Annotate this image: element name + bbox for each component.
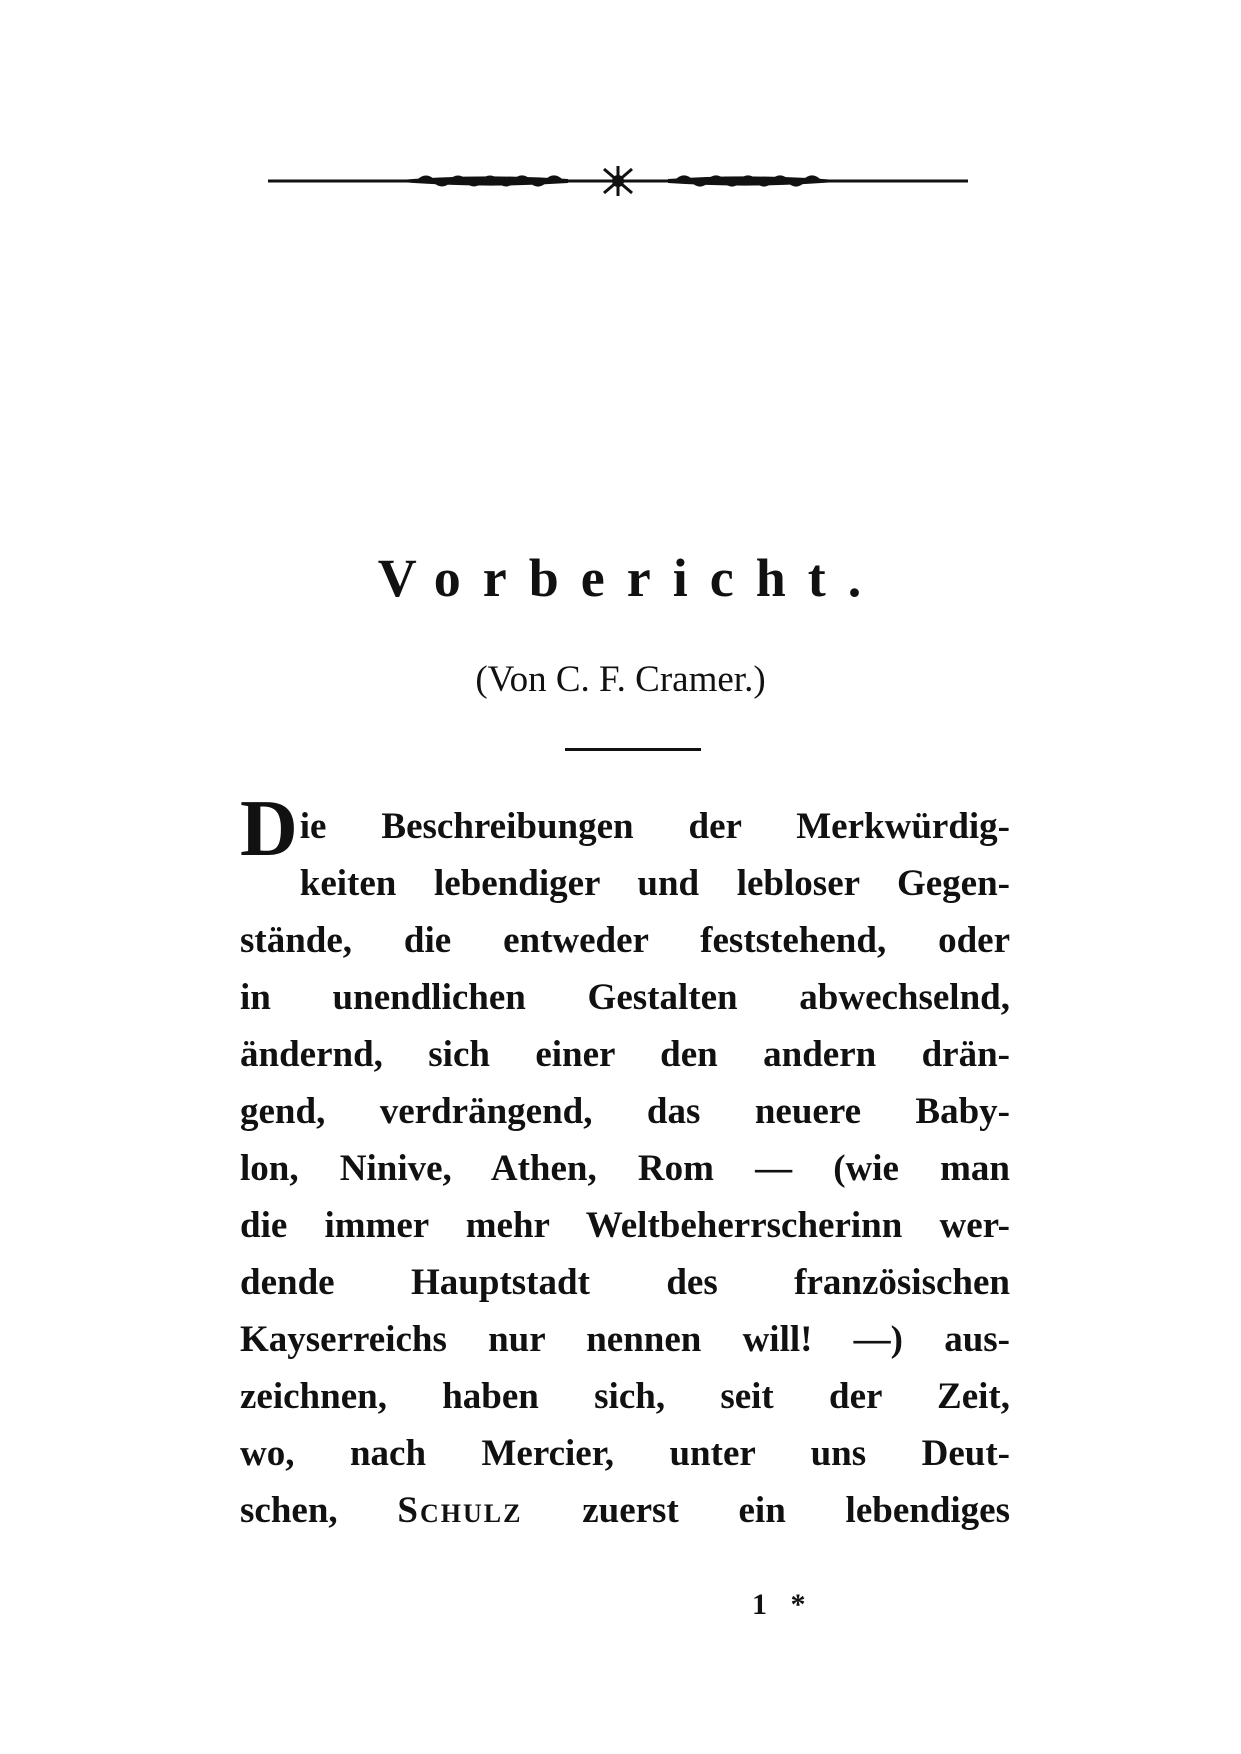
- title-divider: [565, 748, 701, 751]
- author-byline: (Von C. F. Cramer.): [475, 659, 766, 700]
- text-line: keiten lebendiger und lebloser Gegen-: [299, 863, 1010, 904]
- text-line: dende Hauptstadt des französischen: [240, 1262, 1010, 1303]
- text-line: Kayserreichs nur nennen will! —) aus-: [240, 1319, 1010, 1360]
- text-line: die immer mehr Weltbeherrscherinn wer-: [240, 1205, 1010, 1246]
- text-line: ändernd, sich einer den andern drän-: [240, 1034, 1010, 1075]
- drop-cap: D: [240, 785, 298, 873]
- body-text: [240, 785, 1010, 1539]
- text-fragment: zuerst ein lebendiges: [522, 1490, 1010, 1531]
- text-line: lon, Ninive, Athen, Rom — (wie man: [240, 1148, 1010, 1189]
- page-title: Vorbericht.: [377, 548, 884, 608]
- author-name-smallcaps: Schulz: [397, 1490, 523, 1531]
- header-ornament: [268, 165, 968, 201]
- signature-mark: 1 *: [752, 1588, 814, 1621]
- text-line: wo, nach Mercier, unter uns Deut-: [240, 1433, 1010, 1474]
- text-line-last: [240, 1482, 1010, 1539]
- text-line: ie Beschreibungen der Merkwürdig-: [299, 806, 1010, 847]
- text-line: stände, die entweder feststehend, oder: [240, 920, 1010, 961]
- text-line: zeichnen, haben sich, seit der Zeit,: [240, 1376, 1010, 1417]
- text-line: in unendlichen Gestalten abwechselnd,: [240, 977, 1010, 1018]
- text-fragment: schen,: [240, 1490, 398, 1531]
- text-line: gend, verdrängend, das neuere Baby-: [240, 1091, 1010, 1132]
